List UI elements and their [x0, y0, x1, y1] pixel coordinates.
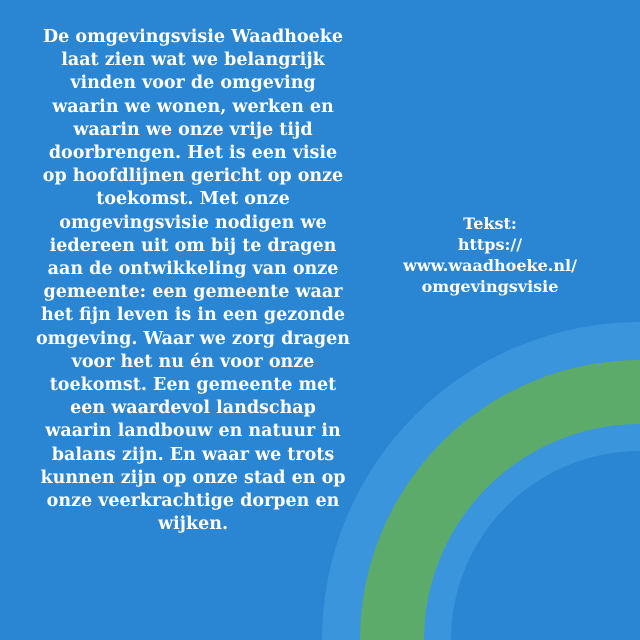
credit-label: Tekst: — [463, 214, 517, 233]
credit-url-part-2: www.waadhoeke.nl/ — [403, 256, 577, 275]
vision-statement-text: De omgevingsvisie Waadhoeke laat zien wat we belangrijk vinden voor de omgeving waarin we wonen, werken en waarin we onze vrije tijd doorbrengen. Het is een visie op hoofdlijnen gericht op onze toekomst. Met onze omgevingsvisie nodigen we iedereen uit om bij te dragen aan de ontwikkeling van onze gemeente: een gemeente waar het fijn leven is in een gezonde omgeving. Waar we zorg dragen voor het nu én voor onze toekomst. Een gemeente met een waardevol landschap waarin landbouw en natuur in balans zijn. En waar we trots kunnen zijn op onze stad en op onze veerkrachtige dorpen en wijken. — [36, 27, 350, 535]
credit-url-part-1: https:// — [457, 235, 523, 254]
source-credit — [380, 213, 600, 297]
credit-url-part-3: omgevingsvisie — [421, 277, 559, 296]
